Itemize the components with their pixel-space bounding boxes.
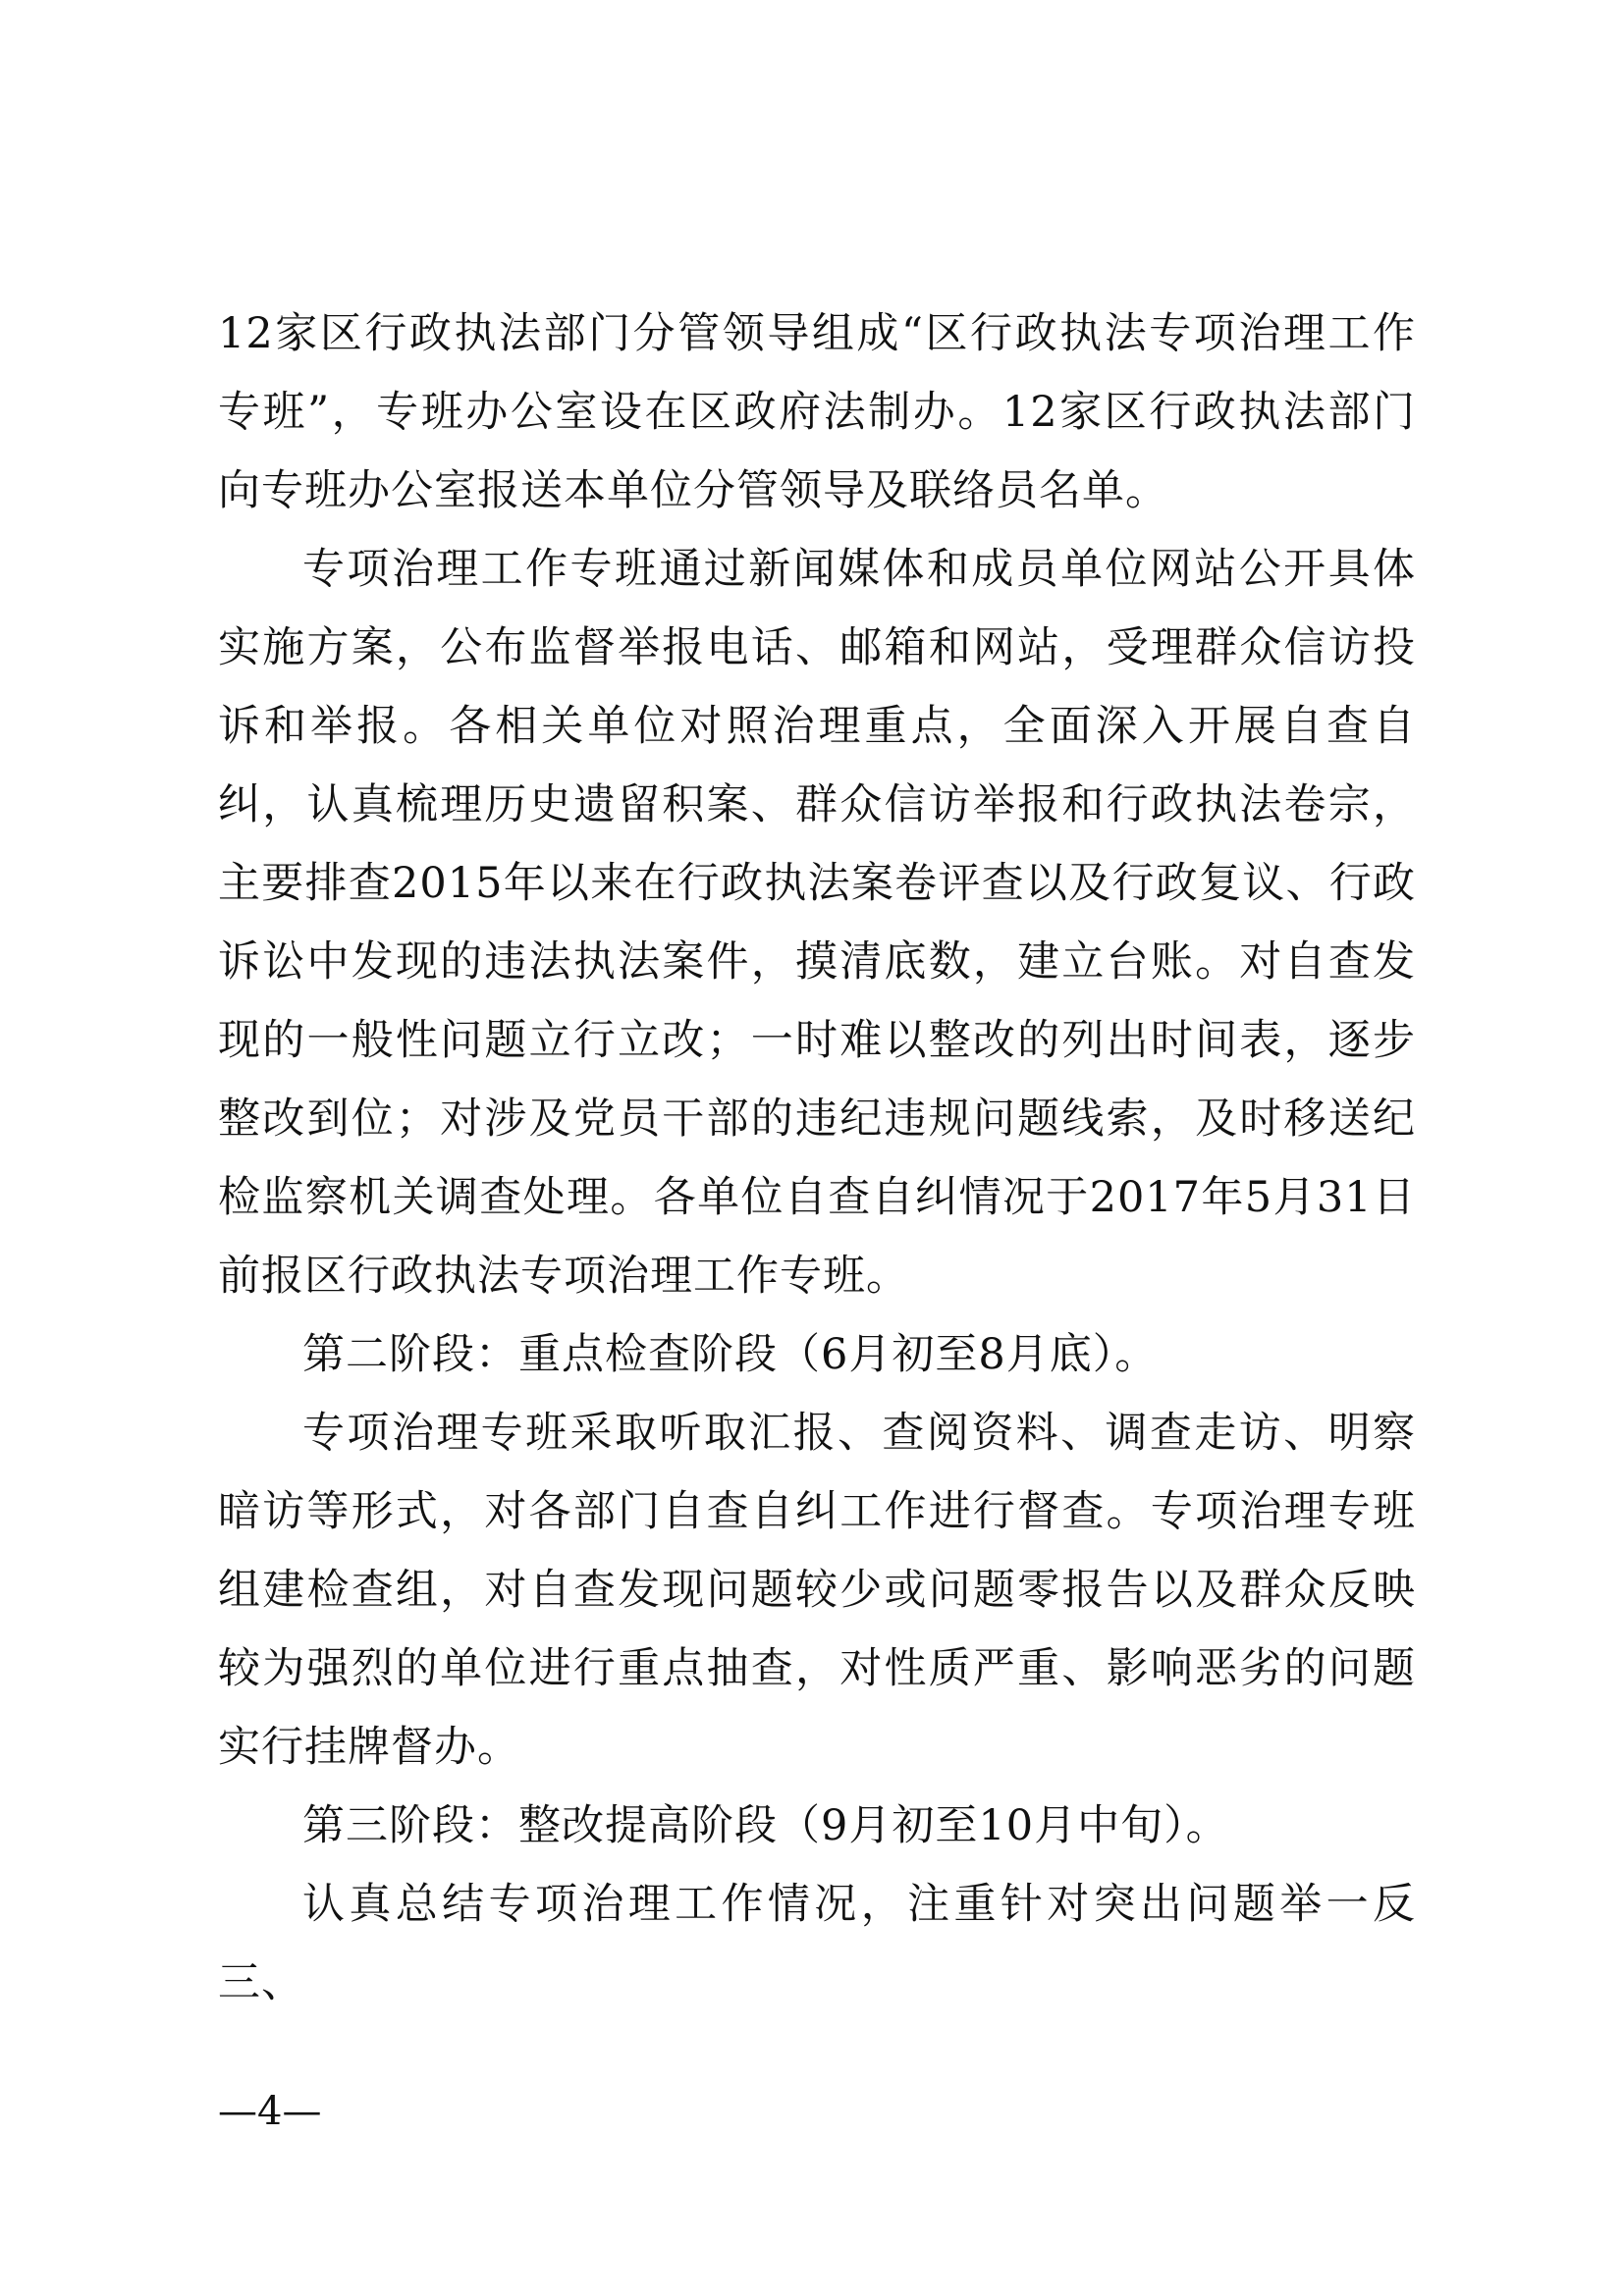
paragraph-4: 认真总结专项治理工作情况，注重针对突出问题举一反三、	[218, 1880, 1416, 2007]
paragraph-2: 专项治理工作专班通过新闻媒体和成员单位网站公开具体实施方案，公布监督举报电话、邮箱和网站，受理群众信访投诉和举报。各相关单位对照治理重点，全面深入开展自查自纠，认真梳理历史遗留积案、群众信访举报和行政执法卷宗，主要排查2015年以来在行政执法案卷评查以及行政复议、行政诉讼中发现的违法执法案件，摸清底数，建立台账。对自查发现的一般性问题立行立改；一时难以整改的列出时间表，逐步整改到位；对涉及党员干部的违纪违规问题线索，及时移送纪检监察机关调查处理。各单位自查自纠情况于2017年5月31日前报区行政执法专项治理工作专班。	[218, 545, 1416, 1301]
page-number: —4—	[218, 2089, 322, 2134]
body-text	[218, 294, 1416, 2022]
paragraph-1: 12家区行政执法部门分管领导组成“区行政执法专项治理工作专班”，专班办公室设在区政府法制办。12家区行政执法部门向专班办公室报送本单位分管领导及联络员名单。	[218, 309, 1416, 515]
paragraph-3: 专项治理专班采取听取汇报、查阅资料、调查走访、明察暗访等形式，对各部门自查自纠工作进行督查。专项治理专班组建检查组，对自查发现问题较少或问题零报告以及群众反映较为强烈的单位进行重点抽查，对性质严重、影响恶劣的问题实行挂牌督办。	[218, 1409, 1416, 1772]
section-heading-stage-3: 第三阶段：整改提高阶段（9月初至10月中旬）。	[302, 1801, 1229, 1850]
section-heading-stage-2: 第二阶段：重点检查阶段（6月初至8月底）。	[302, 1330, 1159, 1379]
